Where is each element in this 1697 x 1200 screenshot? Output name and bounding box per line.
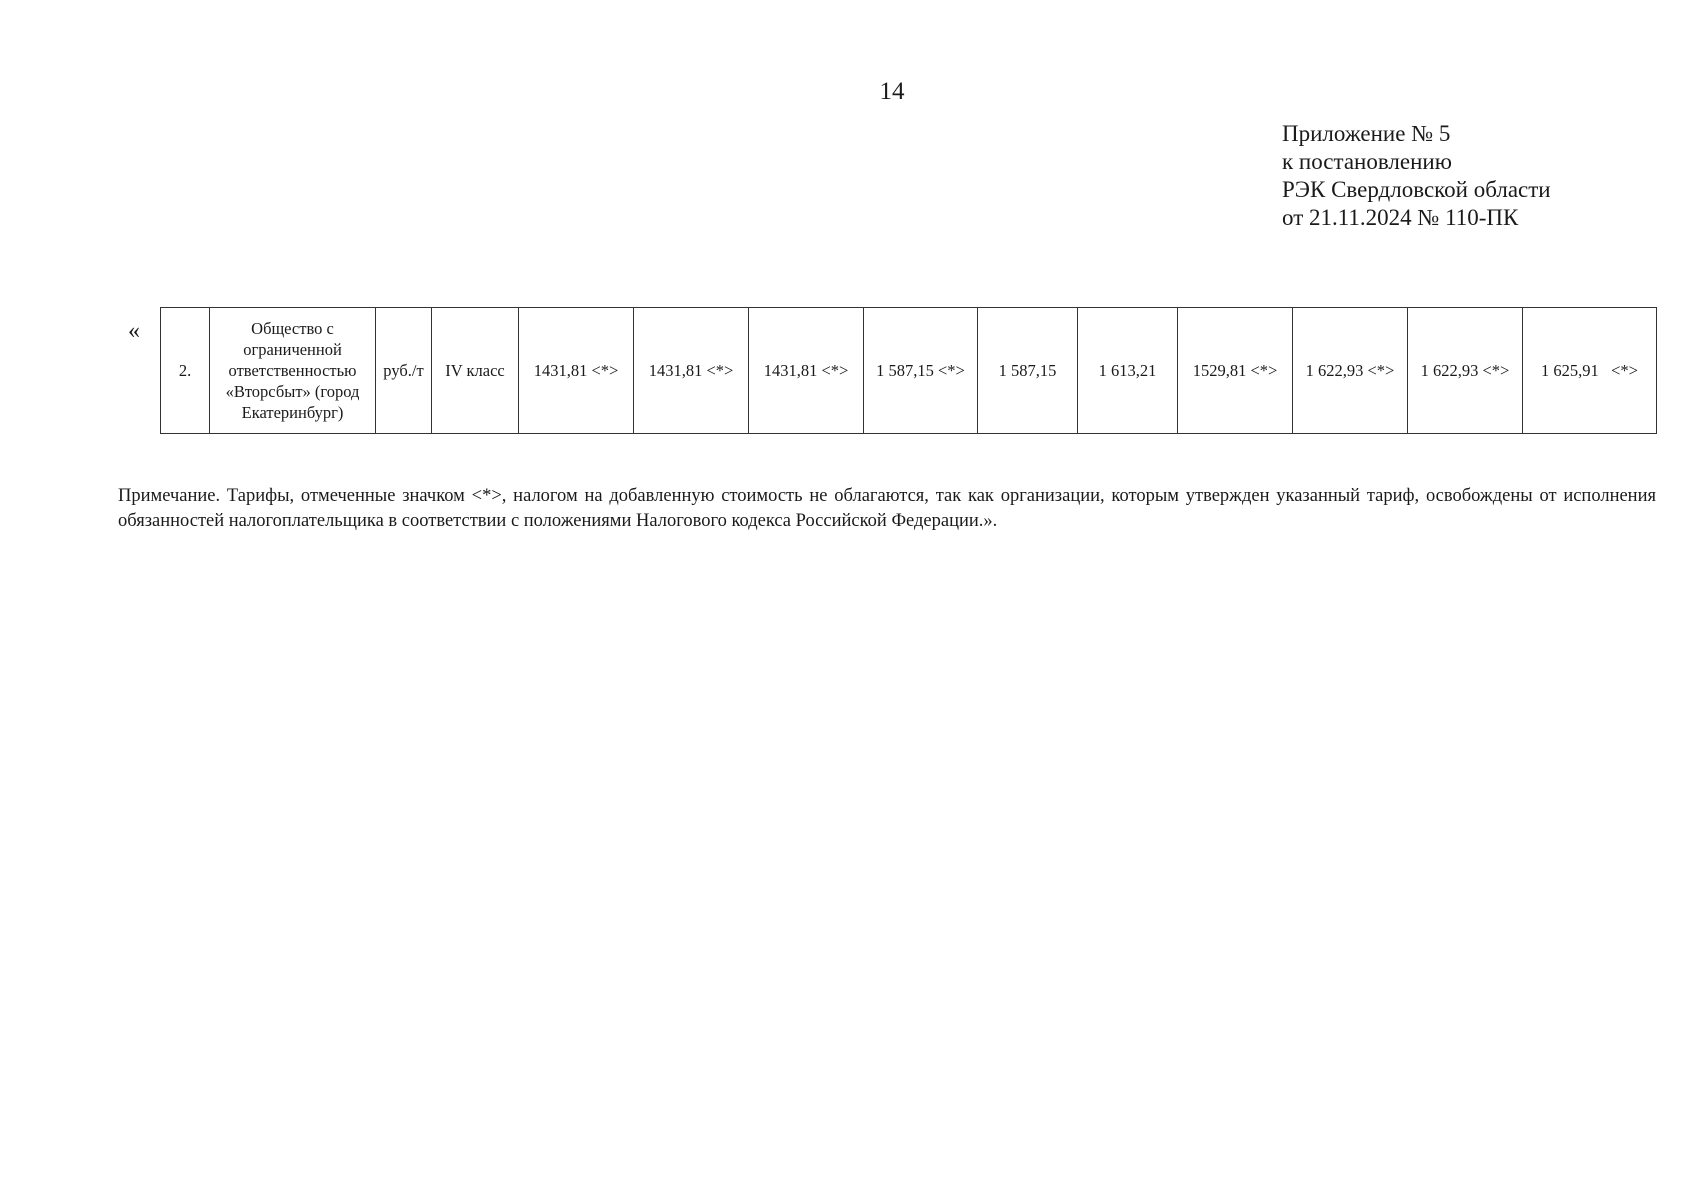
appendix-line-4: от 21.11.2024 № 110-ПК <box>1282 205 1519 230</box>
table-row <box>161 308 1657 434</box>
organization-cell: Общество с ограниченной ответственностью «Вторсбыт» (город Екатеринбург) <box>210 308 376 434</box>
tariff-value-cell: 1431,81 <*> <box>749 308 864 434</box>
tariff-table <box>160 307 1657 434</box>
row-number-cell: 2. <box>161 308 210 434</box>
hazard-class-cell: IV класс <box>432 308 519 434</box>
tariff-value-cell: 1 622,93 <*> <box>1293 308 1408 434</box>
appendix-line-3: РЭК Свердловской области <box>1282 177 1551 202</box>
opening-quote-mark: « <box>128 318 140 344</box>
tariff-value-cell: 1 622,93 <*> <box>1408 308 1523 434</box>
tariff-value-cell: 1 613,21 <box>1078 308 1178 434</box>
tariff-value-cell: 1 625,91 <*> <box>1523 308 1657 434</box>
unit-cell: руб./т <box>376 308 432 434</box>
appendix-line-2: к постановлению <box>1282 149 1452 174</box>
tariff-value-cell: 1529,81 <*> <box>1178 308 1293 434</box>
tariff-value-cell: 1431,81 <*> <box>519 308 634 434</box>
tariff-value-cell: 1431,81 <*> <box>634 308 749 434</box>
appendix-header <box>1282 120 1551 232</box>
appendix-line-1: Приложение № 5 <box>1282 121 1451 146</box>
tariff-value-cell: 1 587,15 <*> <box>864 308 978 434</box>
tariff-value-cell: 1 587,15 <box>978 308 1078 434</box>
page-number: 14 <box>879 78 905 105</box>
footnote-text: Примечание. Тарифы, отмеченные значком <*>, налогом на добавленную стоимость не облагаются, так как организации, которым утвержден указанный тариф, освобождены от исполнения обязанностей налогоплательщика в соответствии с положениями Налогового кодекса Российской Федерации.». <box>118 486 1656 531</box>
